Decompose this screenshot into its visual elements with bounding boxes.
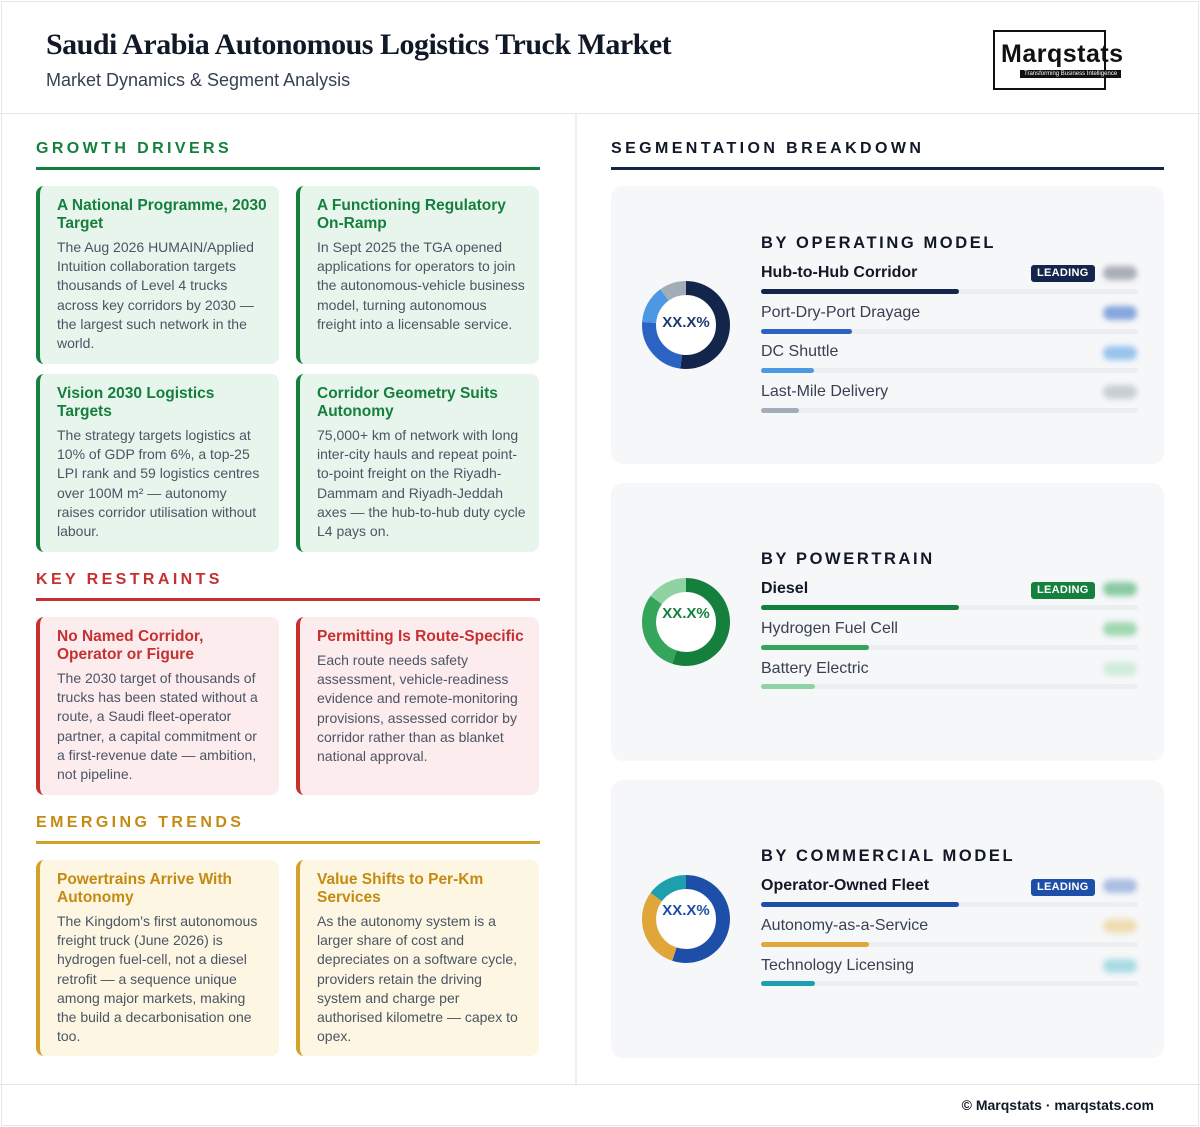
footer-rule bbox=[0, 1084, 1200, 1085]
segment-label: Diesel bbox=[761, 580, 809, 597]
segment-bar-fill bbox=[761, 329, 852, 334]
driver-card-text: 75,000+ km of network with long inter-city hauls and repeat point-to-point freight on the Riyadh-Dammam and Riyadh-Jeddah axes — the hub-to-hub duty cycle L4 pays on. bbox=[317, 427, 526, 540]
segment-bar-fill bbox=[761, 684, 815, 689]
page-title: Saudi Arabia Autonomous Logistics Truck Market bbox=[46, 28, 672, 61]
driver-card bbox=[36, 374, 279, 552]
hidden-value bbox=[1103, 266, 1137, 280]
growth-drivers-heading: GROWTH DRIVERS bbox=[36, 140, 233, 157]
segment-label: Hydrogen Fuel Cell bbox=[761, 620, 898, 637]
trend-card-text: As the autonomy system is a larger share of cost and depreciates on a software cycle, providers retain the driving system and charge per authorised kilometre — capex to opex. bbox=[317, 913, 518, 1045]
header bbox=[0, 0, 1200, 114]
segment-label: Autonomy-as-a-Service bbox=[761, 917, 929, 934]
restraint-card bbox=[296, 617, 539, 795]
page-subtitle: Market Dynamics & Segment Analysis bbox=[46, 70, 351, 90]
segment-bar-fill bbox=[761, 408, 799, 413]
hidden-value bbox=[1103, 622, 1137, 636]
donut-center-label: XX.X% bbox=[662, 605, 710, 622]
driver-card-text: The strategy targets logistics at 10% of GDP from 6%, a top-25 LPI rank and 59 logistics centres over 100M m² — autonomy raises corridor utilisation without labour. bbox=[57, 427, 260, 540]
segment-bar-fill bbox=[761, 368, 814, 373]
segment-label: Hub-to-Hub Corridor bbox=[761, 264, 918, 281]
segment-bar bbox=[761, 368, 1138, 373]
restraint-card-text: Each route needs safety assessment, vehicle-readiness evidence and remote-monitoring provisions, assessed corridor by corridor rather than as blanket national approval. bbox=[317, 652, 518, 765]
hidden-value bbox=[1103, 582, 1137, 596]
leading-badge: LEADING bbox=[1031, 879, 1095, 896]
key-restraints-rule bbox=[36, 598, 540, 601]
hidden-value bbox=[1103, 919, 1137, 933]
driver-card bbox=[296, 374, 539, 552]
trend-card-title: Powertrains Arrive With Autonomy bbox=[57, 871, 232, 906]
segment-bar-fill bbox=[761, 289, 959, 294]
segment-label: Last-Mile Delivery bbox=[761, 383, 889, 400]
segment-bar-fill bbox=[761, 942, 869, 947]
donut-hole bbox=[657, 593, 716, 652]
restraint-card-text: The 2030 target of thousands of trucks has been stated without a route, a Saudi fleet-operator partner, a capital commitment or a first-revenue date — ambition, not pipeline. bbox=[57, 670, 258, 783]
powertrain-panel bbox=[611, 483, 1164, 761]
hidden-value bbox=[1103, 306, 1137, 320]
driver-card-title: Vision 2030 Logistics Targets bbox=[57, 385, 215, 420]
driver-card-text: In Sept 2025 the TGA opened applications for operators to join the autonomous-vehicle business model, turning autonomous freight into a licensable service. bbox=[317, 239, 525, 332]
restraint-card bbox=[36, 617, 279, 795]
leading-badge: LEADING bbox=[1031, 582, 1095, 599]
segment-bar bbox=[761, 902, 1138, 907]
segment-bar-fill bbox=[761, 902, 959, 907]
hidden-value bbox=[1103, 879, 1137, 893]
marqstats-logo[interactable] bbox=[993, 30, 1124, 90]
hidden-value bbox=[1103, 959, 1137, 973]
segment-bar bbox=[761, 981, 1138, 986]
growth-drivers-rule bbox=[36, 167, 540, 170]
segment-label: DC Shuttle bbox=[761, 343, 839, 360]
driver-card-title: Corridor Geometry Suits Autonomy bbox=[317, 385, 498, 420]
donut-chart bbox=[641, 577, 731, 667]
footer-credit: © Marqstats · marqstats.com bbox=[961, 1097, 1154, 1113]
driver-card bbox=[36, 186, 279, 364]
emerging-trends-rule bbox=[36, 841, 540, 844]
donut-center-label: XX.X% bbox=[662, 902, 710, 919]
logo-wordmark: Marqstats bbox=[1001, 40, 1124, 68]
driver-card-title: A Functioning Regulatory On-Ramp bbox=[317, 197, 506, 232]
panel-heading: BY OPERATING MODEL bbox=[761, 234, 997, 252]
column-divider bbox=[575, 114, 577, 1084]
restraint-card-title: Permitting Is Route-Specific bbox=[317, 628, 524, 645]
segmentation-heading: SEGMENTATION BREAKDOWN bbox=[611, 140, 925, 157]
segment-bar-fill bbox=[761, 605, 959, 610]
segment-label: Battery Electric bbox=[761, 660, 869, 677]
hidden-value bbox=[1103, 385, 1137, 399]
hidden-value bbox=[1103, 346, 1137, 360]
panel-heading: BY POWERTRAIN bbox=[761, 550, 935, 568]
key-restraints-heading: KEY RESTRAINTS bbox=[36, 571, 223, 588]
panel-heading: BY COMMERCIAL MODEL bbox=[761, 847, 1016, 865]
donut-svg bbox=[641, 577, 731, 667]
trend-card-text: The Kingdom's first autonomous freight truck (June 2026) is hydrogen fuel-cell, not a diesel retrofit — a sequence unique among major markets, making the build a decarbonisation one too. bbox=[57, 913, 258, 1045]
segment-bar bbox=[761, 408, 1138, 413]
segment-bar-fill bbox=[761, 981, 815, 986]
trend-card bbox=[36, 860, 279, 1056]
segment-label: Operator-Owned Fleet bbox=[761, 877, 930, 894]
segment-bar bbox=[761, 942, 1138, 947]
donut-svg bbox=[641, 874, 731, 964]
segment-bar-fill bbox=[761, 645, 869, 650]
donut-chart bbox=[641, 874, 731, 964]
segment-bar bbox=[761, 289, 1138, 294]
segmentation-rule bbox=[611, 167, 1164, 170]
segment-bar bbox=[761, 329, 1138, 334]
trend-card-title: Value Shifts to Per-Km Services bbox=[317, 871, 484, 906]
emerging-trends-heading: EMERGING TRENDS bbox=[36, 814, 245, 831]
segment-bar bbox=[761, 684, 1138, 689]
donut-hole bbox=[657, 890, 716, 949]
hidden-value bbox=[1103, 662, 1137, 676]
restraint-card-title: No Named Corridor, Operator or Figure bbox=[57, 628, 204, 663]
driver-card-text: The Aug 2026 HUMAIN/Applied Intuition collaboration targets thousands of Level 4 trucks across key corridors by 2030 — the largest such network in the world. bbox=[57, 239, 254, 352]
operating-model-panel bbox=[611, 186, 1164, 464]
segment-label: Technology Licensing bbox=[761, 957, 914, 974]
segment-bar bbox=[761, 645, 1138, 650]
commercial-model-panel bbox=[611, 780, 1164, 1058]
segment-bar bbox=[761, 605, 1138, 610]
donut-center-label: XX.X% bbox=[662, 314, 710, 331]
trend-card bbox=[296, 860, 539, 1056]
donut-chart bbox=[641, 280, 731, 370]
segment-label: Port-Dry-Port Drayage bbox=[761, 304, 921, 321]
leading-badge: LEADING bbox=[1031, 265, 1095, 282]
driver-card-title: A National Programme, 2030 Target bbox=[57, 197, 267, 232]
driver-card bbox=[296, 186, 539, 364]
logo-tagline: Transforming Business Intelligence bbox=[1020, 70, 1121, 78]
